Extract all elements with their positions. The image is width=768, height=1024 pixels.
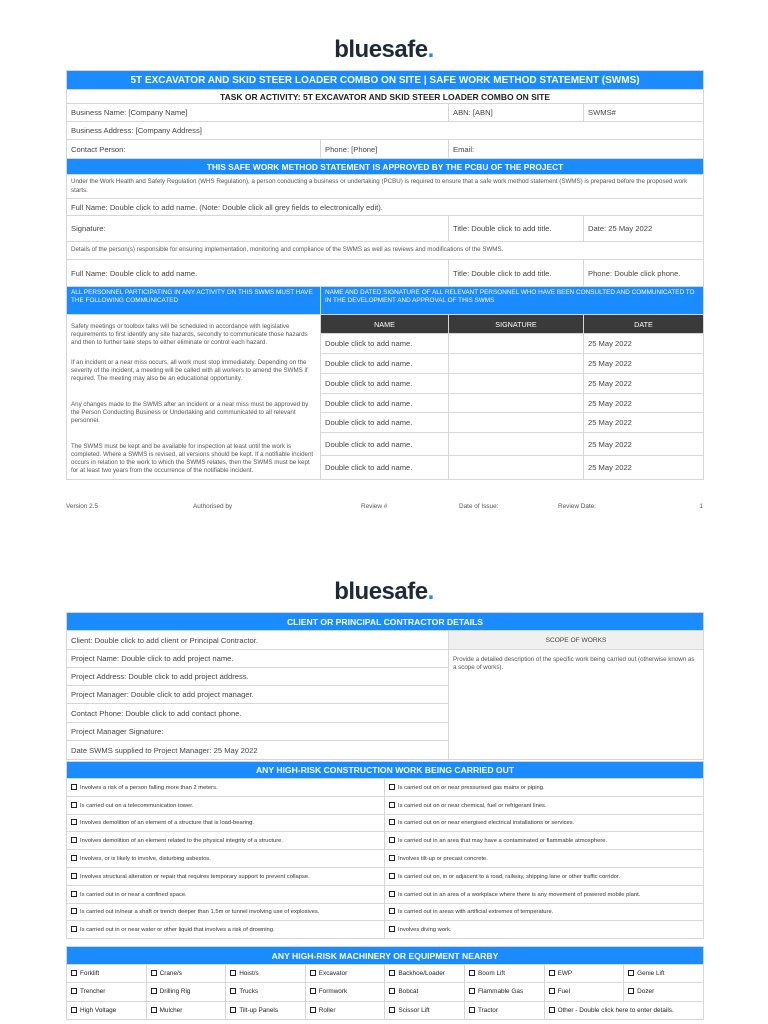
contact-person-field[interactable]: Contact Person: — [67, 140, 321, 159]
checkbox[interactable] — [71, 891, 77, 897]
machinery-option-trencher[interactable] — [67, 983, 147, 1001]
high-risk-work-row — [67, 832, 704, 850]
checkbox[interactable] — [71, 855, 77, 861]
high-risk-work-option[interactable] — [385, 885, 704, 903]
client-details-banner: CLIENT OR PRINCIPAL CONTRACTOR DETAILS — [67, 613, 704, 631]
high-risk-work-section — [66, 761, 703, 939]
phone-field[interactable]: Phone: [Phone] — [321, 140, 449, 159]
checkbox[interactable] — [230, 988, 236, 994]
checkbox-label: Roller — [318, 1006, 336, 1014]
high-risk-work-option[interactable] — [385, 921, 704, 939]
checkbox[interactable] — [389, 988, 395, 994]
machinery-list — [67, 965, 704, 1020]
high-risk-work-row — [67, 903, 704, 921]
checkbox[interactable] — [151, 988, 157, 994]
checkbox[interactable] — [389, 891, 395, 897]
high-risk-work-list — [67, 779, 704, 939]
high-risk-work-option[interactable] — [67, 885, 385, 903]
machinery-option-genie-lift[interactable] — [624, 965, 704, 983]
checkbox-label: Tractor — [477, 1006, 498, 1014]
checkbox[interactable] — [389, 970, 395, 976]
signatory-name-field[interactable]: Double click to add name. — [321, 374, 449, 394]
high-risk-work-option[interactable] — [67, 850, 385, 868]
checkbox-label: Drilling Rig — [159, 988, 191, 996]
personnel-communication-heading: ALL PERSONNEL PARTICIPATING IN ANY ACTIVITY ON THIS SWMS MUST HAVE THE FOLLOWING COMMUNICATED — [67, 287, 321, 315]
note-changes: Any changes made to the SWMS after an incident or a near miss must be approved by the Person Conducting Business or Undertaking and communicated to all relevant personnel. — [71, 401, 309, 425]
business-name-field[interactable]: Business Name: [Company Name] — [67, 104, 449, 122]
checkbox-label: Is carried out on or near pressurised gas mains or piping. — [398, 784, 545, 791]
signatory-signature-field[interactable] — [449, 334, 584, 354]
document-title: 5T EXCAVATOR AND SKID STEER LOADER COMBO ON SITE | SAFE WORK METHOD STATEMENT (SWMS) — [67, 71, 704, 90]
checkbox-label: Formwork — [318, 988, 348, 996]
checkbox-label: Trencher — [80, 988, 106, 996]
signatory-date-field[interactable]: 25 May 2022 — [584, 354, 704, 374]
high-risk-work-option[interactable] — [385, 779, 704, 797]
logo-text: bluesafe — [334, 578, 428, 605]
signatory-date-field[interactable]: 25 May 2022 — [584, 433, 704, 456]
logo-dot: . — [427, 36, 434, 63]
footer-authorised-by: Authorised by — [193, 503, 233, 510]
high-risk-work-row — [67, 779, 704, 797]
business-details — [66, 103, 703, 287]
responsible-title-field[interactable]: Title: Double click to add title. — [449, 260, 584, 287]
column-header-date: DATE — [584, 315, 704, 334]
machinery-option-high-voltage[interactable] — [67, 1001, 147, 1019]
client-section — [66, 612, 703, 760]
checkbox[interactable] — [549, 1007, 555, 1013]
task-heading: TASK OR ACTIVITY: 5T EXCAVATOR AND SKID STEER LOADER COMBO ON SITE — [67, 90, 704, 104]
business-details-table — [66, 103, 704, 287]
high-risk-work-row — [67, 850, 704, 868]
high-risk-work-option[interactable] — [67, 779, 385, 797]
checkbox-label: Other - Double click here to enter details. — [557, 1006, 674, 1014]
high-risk-work-option[interactable] — [67, 814, 385, 832]
checkbox[interactable] — [389, 802, 395, 808]
machinery-option-mulcher[interactable] — [146, 1001, 226, 1019]
signatory-signature-field[interactable] — [449, 394, 584, 413]
checkbox[interactable] — [469, 970, 475, 976]
checkbox[interactable] — [389, 855, 395, 861]
footer-version: Version 2.5 — [66, 503, 98, 510]
communication-notes — [67, 315, 321, 480]
checkbox[interactable] — [151, 970, 157, 976]
signatory-signature-field[interactable] — [449, 456, 584, 480]
high-risk-work-row — [67, 921, 704, 939]
personnel-section — [66, 286, 703, 480]
checkbox[interactable] — [230, 970, 236, 976]
high-risk-work-option[interactable] — [385, 867, 704, 885]
checkbox-label: Is carried out on or near energised electrical installations or services. — [398, 820, 575, 827]
signatory-signature-field[interactable] — [449, 354, 584, 374]
high-risk-work-row — [67, 885, 704, 903]
machinery-option-bobcat[interactable] — [385, 983, 465, 1001]
swms-header-section — [66, 70, 703, 104]
high-risk-work-row — [67, 814, 704, 832]
checkbox[interactable] — [389, 784, 395, 790]
scope-of-works-heading: SCOPE OF WORKS — [449, 631, 704, 650]
approval-banner: THIS SAFE WORK METHOD STATEMENT IS APPROVED BY THE PCBU OF THE PROJECT — [67, 159, 704, 175]
checkbox-label: Boom Lift — [477, 970, 505, 978]
machinery-option-flammable-gas[interactable] — [464, 983, 544, 1001]
machinery-option-dozer[interactable] — [624, 983, 704, 1001]
checkbox[interactable] — [71, 970, 77, 976]
checkbox[interactable] — [389, 819, 395, 825]
high-risk-work-option[interactable] — [67, 921, 385, 939]
checkbox-label: Is carried out in an area that may have a contaminated or flammable atmosphere. — [398, 838, 608, 845]
checkbox-label: Bobcat — [398, 988, 419, 996]
high-risk-work-option[interactable] — [67, 832, 385, 850]
checkbox-label: Is carried out in or near water or other liquid that involves a risk of drowning. — [80, 927, 275, 934]
checkbox[interactable] — [71, 908, 77, 914]
high-risk-work-option[interactable] — [385, 903, 704, 921]
swms-header-table — [66, 70, 704, 104]
checkbox[interactable] — [230, 1007, 236, 1013]
note-keep-swms: The SWMS must be kept and be available for inspection at least until the work is completed. Where a SWMS is revised, all versions should be kept. If a notifiable incident occurs in relation to the work to which the SWMS relates, then the SWMS must be kept for at least two years from the occurrence of the notifiable incident. — [71, 443, 314, 475]
scope-of-works-field[interactable]: Provide a detailed description of the specific work being carried out (otherwise known as a scope of works). — [449, 650, 704, 760]
checkbox-label: Involves diving work. — [398, 927, 452, 934]
machinery-option-forklift[interactable] — [67, 965, 147, 983]
checkbox-label: Trucks — [239, 988, 259, 996]
contact-phone-field[interactable]: Contact Phone: Double click to add contact phone. — [67, 704, 449, 723]
footer-date-of-issue: Date of Issue: — [459, 503, 499, 510]
checkbox-label: Flammable Gas — [477, 988, 524, 996]
machinery-option-tractor[interactable] — [464, 1001, 544, 1019]
high-risk-work-option[interactable] — [385, 796, 704, 814]
checkbox-label: Is carried out on, in or adjacent to a road, railway, shipping lane or other traffic corridor. — [398, 873, 621, 880]
client-field[interactable]: Client: Double click to add client or Principal Contractor. — [67, 631, 449, 650]
high-risk-work-option[interactable] — [385, 850, 704, 868]
checkbox-label: Is carried out in/near a shaft or trench deeper than 1.5m or tunnel involving use of explosives. — [80, 909, 320, 916]
checkbox[interactable] — [71, 988, 77, 994]
high-risk-work-option[interactable] — [67, 796, 385, 814]
checkbox-label: Fuel — [557, 988, 570, 996]
checkbox-label: Backhoe/Loader — [398, 970, 445, 978]
high-risk-work-banner: ANY HIGH-RISK CONSTRUCTION WORK BEING CARRIED OUT — [67, 762, 704, 779]
project-manager-signature-field[interactable]: Project Manager Signature: — [67, 723, 449, 741]
checkbox[interactable] — [469, 988, 475, 994]
high-risk-work-option[interactable] — [67, 903, 385, 921]
approver-signature-field[interactable]: Signature: — [67, 216, 449, 242]
high-risk-work-row — [67, 796, 704, 814]
machinery-option-excavator[interactable] — [305, 965, 385, 983]
checkbox[interactable] — [628, 988, 634, 994]
responsible-persons-note: Details of the person(s) responsible for ensuring implementation, monitoring and compliance of the SWMS as well as reviews and modifications of the SWMS. — [67, 242, 704, 260]
checkbox-label: Involves demolition of an element related to the physical integrity of a structure. — [80, 838, 283, 845]
checkbox-label: Hoist/s — [239, 970, 259, 978]
checkbox-label: Is carried out in an area of a workplace where there is any movement of powered mobile plant. — [398, 891, 641, 898]
checkbox-label: Tilt-up Panels — [239, 1006, 279, 1014]
checkbox-label: Mulcher — [159, 1006, 183, 1014]
checkbox[interactable] — [71, 1007, 77, 1013]
checkbox-label: Dozer — [637, 988, 655, 996]
project-manager-field[interactable]: Project Manager: Double click to add project manager. — [67, 686, 449, 704]
approver-date-field[interactable]: Date: 25 May 2022 — [584, 216, 704, 242]
checkbox[interactable] — [389, 873, 395, 879]
checkbox[interactable] — [310, 988, 316, 994]
responsible-full-name-field[interactable]: Full Name: Double click to add name. — [67, 260, 449, 287]
personnel-signature-heading: NAME AND DATED SIGNATURE OF ALL RELEVANT PERSONNEL WHO HAVE BEEN CONSULTED AND COMMUNICATED TO IN THE DEVELOPMENT AND APPROVAL OF THIS SWMS — [321, 287, 704, 315]
page-footer — [66, 503, 703, 513]
date-supplied-field[interactable]: Date SWMS supplied to Project Manager: 25 May 2022 — [67, 741, 449, 760]
checkbox-label: Involves structural alteration or repair that requires temporary support to prevent collapse. — [80, 873, 310, 880]
signatory-date-field[interactable]: 25 May 2022 — [584, 413, 704, 433]
machinery-table — [66, 946, 704, 1020]
high-risk-work-table — [66, 761, 704, 939]
checkbox[interactable] — [389, 926, 395, 932]
signatory-name-field[interactable]: Double click to add name. — [321, 334, 449, 354]
checkbox[interactable] — [469, 1007, 475, 1013]
machinery-row — [67, 1001, 704, 1019]
machinery-row — [67, 983, 704, 1001]
checkbox-label: Involves, or is likely to involve, disturbing asbestos. — [80, 856, 211, 863]
note-incident: If an incident or a near miss occurs, all work must stop immediately. Depending on the severity of the incident, a meeting will be called with all workers to amend the SWMS if required. The meeting may also be an educational opportunity. — [71, 359, 308, 383]
signatory-name-field[interactable]: Double click to add name. — [321, 456, 449, 480]
machinery-banner: ANY HIGH-RISK MACHINERY OR EQUIPMENT NEARBY — [67, 947, 704, 965]
machinery-row — [67, 965, 704, 983]
signatory-signature-field[interactable] — [449, 433, 584, 456]
high-risk-work-option[interactable] — [385, 814, 704, 832]
checkbox[interactable] — [71, 926, 77, 932]
machinery-option-drilling-rig[interactable] — [146, 983, 226, 1001]
project-address-field[interactable]: Project Address: Double click to add project address. — [67, 668, 449, 686]
checkbox-label: Involves demolition of an element of a structure that is load-bearing. — [80, 820, 255, 827]
checkbox-label: High Voltage — [80, 1006, 117, 1014]
checkbox-label: Is carried out on or near chemical, fuel or refrigerant lines. — [398, 802, 547, 809]
column-header-name: NAME — [321, 315, 449, 334]
checkbox[interactable] — [549, 970, 555, 976]
checkbox-label: Scissor Lift — [398, 1006, 430, 1014]
machinery-option-ewp[interactable] — [544, 965, 624, 983]
signatory-name-field[interactable]: Double click to add name. — [321, 354, 449, 374]
checkbox-label: Is carried out in or near a confined space. — [80, 891, 187, 898]
machinery-option-formwork[interactable] — [305, 983, 385, 1001]
approver-title-field[interactable]: Title: Double click to add title. — [449, 216, 584, 242]
machinery-option-scissor-lift[interactable] — [385, 1001, 465, 1019]
abn-field[interactable]: ABN: [ABN] — [449, 104, 584, 122]
company-logo — [0, 36, 768, 64]
machinery-option-roller[interactable] — [305, 1001, 385, 1019]
checkbox[interactable] — [389, 1007, 395, 1013]
checkbox[interactable] — [389, 837, 395, 843]
client-table — [66, 612, 704, 760]
checkbox-label: Genie Lift — [637, 970, 665, 978]
email-field[interactable]: Email: — [449, 140, 704, 159]
machinery-option-crane-s[interactable] — [146, 965, 226, 983]
signatory-signature-field[interactable] — [449, 413, 584, 433]
checkbox-label: Involves tilt-up or precast concrete. — [398, 856, 488, 863]
approver-full-name-field[interactable]: Full Name: Double click to add name. (Note: Double click all grey fields to electronically edit). — [67, 199, 704, 216]
footer-review-date: Review Date: — [558, 503, 597, 510]
business-address-field[interactable]: Business Address: [Company Address] — [67, 122, 704, 140]
checkbox-label: Excavator — [318, 970, 348, 978]
high-risk-work-row — [67, 867, 704, 885]
machinery-option-boom-lift[interactable] — [464, 965, 544, 983]
checkbox[interactable] — [389, 908, 395, 914]
logo-dot: . — [427, 578, 434, 605]
signatory-name-field[interactable]: Double click to add name. — [321, 433, 449, 456]
checkbox[interactable] — [549, 988, 555, 994]
machinery-section — [66, 946, 703, 1020]
checkbox-label: Involves a risk of a person falling more than 2 meters. — [80, 784, 218, 791]
machinery-option-fuel[interactable] — [544, 983, 624, 1001]
machinery-option-tilt-up-panels[interactable] — [226, 1001, 306, 1019]
high-risk-work-option[interactable] — [67, 867, 385, 885]
signatory-date-field[interactable]: 25 May 2022 — [584, 456, 704, 480]
checkbox-label: Is carried out in areas with artificial extremes of temperature. — [398, 909, 554, 916]
whs-regulation-note: Under the Work Health and Safety Regulation (WHS Regulation), a person conducting a business or undertaking (PCBU) is required to ensure that a safe work method statement (SWMS) is prepared before the proposed work starts. — [67, 175, 704, 199]
machinery-option-trucks[interactable] — [226, 983, 306, 1001]
checkbox[interactable] — [151, 1007, 157, 1013]
swms-number-field[interactable]: SWMS# — [584, 104, 704, 122]
checkbox[interactable] — [71, 784, 77, 790]
responsible-phone-field[interactable]: Phone: Double click phone. — [584, 260, 704, 287]
signatory-signature-field[interactable] — [449, 374, 584, 394]
checkbox[interactable] — [71, 837, 77, 843]
machinery-option-hoist-s[interactable] — [226, 965, 306, 983]
machinery-option-backhoe-loader[interactable] — [385, 965, 465, 983]
high-risk-work-option[interactable] — [385, 832, 704, 850]
signatory-name-field[interactable]: Double click to add name. — [321, 394, 449, 413]
checkbox-label: Forklift — [80, 970, 100, 978]
personnel-table — [66, 286, 704, 480]
checkbox[interactable] — [71, 819, 77, 825]
checkbox-label: EWP — [557, 970, 573, 978]
machinery-option-other-double-click-here-to-enter-details[interactable] — [544, 1001, 703, 1019]
checkbox[interactable] — [71, 873, 77, 879]
signatory-name-field[interactable]: Double click to add name. — [321, 413, 449, 433]
signatory-date-field[interactable]: 25 May 2022 — [584, 374, 704, 394]
note-safety-meetings: Safety meetings or toolbox talks will be scheduled in accordance with legislative requirements to first identify any site hazards, secondly to communicate those hazards and then to further take steps to either eliminate or control each hazard. — [71, 323, 308, 347]
footer-page-number: 1 — [699, 503, 703, 510]
checkbox[interactable] — [71, 802, 77, 808]
checkbox-label: Is carried out on a telecommunication tower. — [80, 802, 194, 809]
company-logo — [0, 578, 768, 606]
checkbox[interactable] — [310, 970, 316, 976]
signatory-date-field[interactable]: 25 May 2022 — [584, 394, 704, 413]
column-header-signature: SIGNATURE — [449, 315, 584, 334]
checkbox[interactable] — [628, 970, 634, 976]
logo-text: bluesafe — [334, 36, 428, 63]
checkbox-label: Crane/s — [159, 970, 182, 978]
footer-review-number: Review # — [361, 503, 388, 510]
project-name-field[interactable]: Project Name: Double click to add project name. — [67, 650, 449, 668]
checkbox[interactable] — [310, 1007, 316, 1013]
signatory-date-field[interactable]: 25 May 2022 — [584, 334, 704, 354]
